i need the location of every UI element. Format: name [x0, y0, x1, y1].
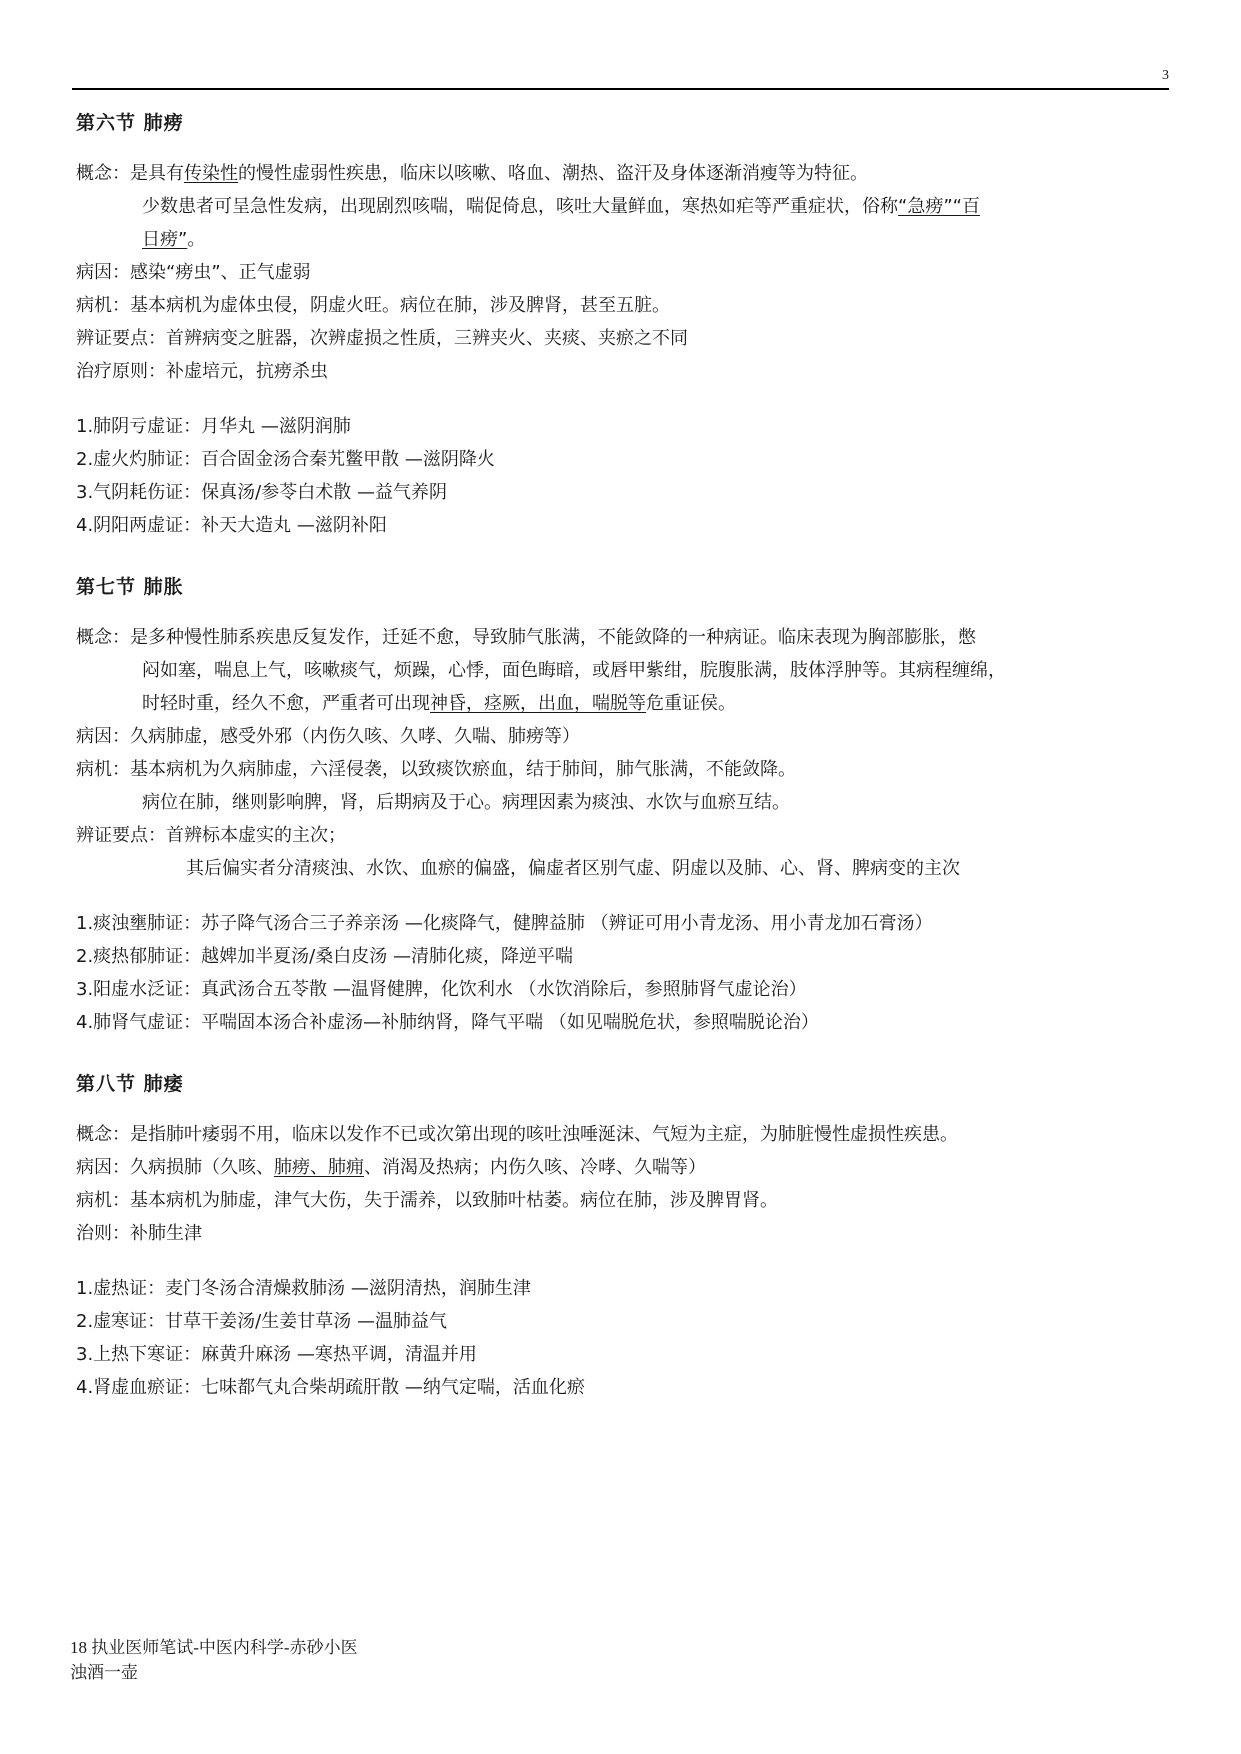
- section-title: 第七节 肺胀: [76, 576, 184, 598]
- syndrome-item: 3.气阴耗伤证：保真汤/参苓白术散 —益气养阴: [76, 482, 447, 503]
- section-title: 第六节 肺痨: [76, 112, 184, 134]
- pathogenesis-line: 病位在肺，继则影响脾，肾，后期病及于心。病理因素为痰浊、水饮与血瘀互结。: [142, 792, 790, 813]
- syndrome-item: 2.痰热郁肺证：越婢加半夏汤/桑白皮汤 —清肺化痰，降逆平喘: [76, 946, 573, 967]
- treatment-line: 治疗原则：补虚培元，抗痨杀虫: [76, 361, 328, 382]
- header-rule: [72, 88, 1169, 90]
- section-lung-distension: [76, 572, 1169, 1039]
- etiology-line: 病因：久病损肺（久咳、肺痨、肺痈、消渴及热病；内伤久咳、冷哮、久喘等）: [76, 1157, 706, 1178]
- concept-line: 概念：是多种慢性肺系疾患反复发作，迁延不愈，导致肺气胀满，不能敛降的一种病证。临床表现为胸部膨胀，憋: [76, 627, 976, 648]
- page-footer: [70, 1635, 358, 1685]
- syndrome-item: 1.痰浊壅肺证：苏子降气汤合三子养亲汤 —化痰降气，健脾益肺 （辨证可用小青龙汤、用小青龙加石膏汤）: [76, 913, 933, 934]
- etiology-line: 病因：久病肺虚，感受外邪（内伤久咳、久哮、久喘、肺痨等）: [76, 726, 580, 747]
- syndrome-item: 3.阳虚水泛证：真武汤合五苓散 —温肾健脾，化饮利水 （水饮消除后，参照肺肾气虚论治）: [76, 979, 807, 1000]
- section-lung-atrophy: [76, 1069, 1169, 1404]
- syndrome-item: 1.肺阴亏虚证：月华丸 —滋阴润肺: [76, 416, 351, 437]
- treatment-line: 治则：补肺生津: [76, 1223, 202, 1244]
- section-lung-consumption: [76, 108, 1169, 542]
- concept-line: 概念：是具有传染性的慢性虚弱性疾患，临床以咳嗽、咯血、潮热、盗汗及身体逐渐消瘦等为特征。: [76, 163, 868, 184]
- pathogenesis-line: 病机：基本病机为虚体虫侵，阴虚火旺。病位在肺，涉及脾肾，甚至五脏。: [76, 295, 670, 316]
- page-content: [76, 100, 1169, 1434]
- key-points-line: 辨证要点：首辨病变之脏器，次辨虚损之性质，三辨夹火、夹痰、夹瘀之不同: [76, 328, 688, 349]
- key-points-line: 辨证要点：首辨标本虚实的主次；: [76, 825, 346, 846]
- syndrome-item: 4.阴阳两虚证：补天大造丸 —滋阴补阳: [76, 515, 387, 536]
- pathogenesis-line: 病机：基本病机为肺虚，津气大伤，失于濡养，以致肺叶枯萎。病位在肺，涉及脾胃肾。: [76, 1190, 778, 1211]
- section-title: 第八节 肺痿: [76, 1073, 184, 1095]
- footer-title: 18 执业医师笔试-中医内科学-赤砂小医: [70, 1638, 358, 1657]
- etiology-line: 病因：感染“痨虫”、正气虚弱: [76, 262, 311, 283]
- syndrome-item: 4.肾虚血瘀证：七味都气丸合柴胡疏肝散 —纳气定喘，活血化瘀: [76, 1377, 585, 1398]
- concept-line: 少数患者可呈急性发病，出现剧烈咳喘，喘促倚息，咳吐大量鲜血，寒热如疟等严重症状，俗称“急痨”“百: [142, 196, 980, 217]
- syndrome-item: 1.虚热证：麦门冬汤合清燥救肺汤 —滋阴清热，润肺生津: [76, 1278, 531, 1299]
- concept-line: 概念：是指肺叶痿弱不用，临床以发作不已或次第出现的咳吐浊唾涎沫、气短为主症，为肺脏慢性虚损性疾患。: [76, 1124, 958, 1145]
- concept-line: 闷如塞，喘息上气，咳嗽痰气，烦躁，心悸，面色晦暗，或唇甲紫绀，脘腹胀满，肢体浮肿等。其病程缠绵，: [142, 660, 1006, 681]
- key-points-line: 其后偏实者分清痰浊、水饮、血瘀的偏盛，偏虚者区别气虚、阴虚以及肺、心、肾、脾病变的主次: [186, 858, 960, 879]
- concept-line: 日痨”。: [142, 229, 206, 250]
- syndrome-item: 4.肺肾气虚证：平喘固本汤合补虚汤—补肺纳肾，降气平喘 （如见喘脱危状，参照喘脱论治）: [76, 1012, 819, 1033]
- syndrome-item: 2.虚火灼肺证：百合固金汤合秦艽鳖甲散 —滋阴降火: [76, 449, 495, 470]
- pathogenesis-line: 病机：基本病机为久病肺虚，六淫侵袭，以致痰饮瘀血，结于肺间，肺气胀满，不能敛降。: [76, 759, 796, 780]
- footer-author: 浊酒一壶: [70, 1663, 138, 1682]
- syndrome-item: 3.上热下寒证：麻黄升麻汤 —寒热平调，清温并用: [76, 1344, 477, 1365]
- concept-line: 时轻时重，经久不愈，严重者可出现神昏，痉厥，出血，喘脱等危重证侯。: [142, 693, 736, 714]
- syndrome-item: 2.虚寒证：甘草干姜汤/生姜甘草汤 —温肺益气: [76, 1311, 447, 1332]
- page-number: 3: [1162, 68, 1169, 83]
